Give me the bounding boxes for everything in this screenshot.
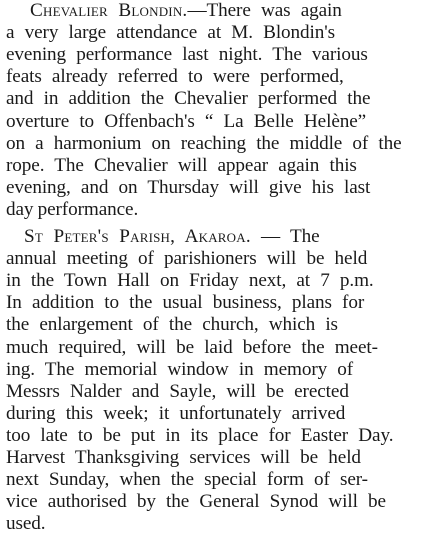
article-2-line-10: too late to be put in its place for Easter Day.: [6, 424, 394, 446]
article-2-line-1: [24, 226, 320, 248]
article-1-lead-text: —There was again: [187, 0, 342, 21]
article-2-line-3: in the Town Hall on Friday next, at 7 p.m.: [6, 270, 374, 292]
article-2-line-14: used.: [6, 513, 46, 535]
article-1-line-7: on a harmonium on reaching the middle of the: [6, 132, 402, 154]
article-2-line-7: ing. The memorial window in memory of: [6, 358, 354, 380]
article-2-line-2: annual meeting of parishioners will be held: [6, 248, 368, 270]
article-1-heading: Chevalier Blondin.: [30, 0, 188, 21]
article-1-line-1: [30, 0, 342, 22]
article-2-line-9: during this week; it unfortunately arrived: [6, 402, 346, 424]
article-2-lead-text: — The: [250, 226, 320, 247]
article-1-line-4: feats already referred to were performed,: [6, 66, 344, 88]
article-1-line-6: overture to Offenbach's “ La Belle Helène”: [6, 110, 367, 132]
article-2-line-5: the enlargement of the church, which is: [6, 314, 338, 336]
article-2-line-4: In addition to the usual business, plans for: [6, 292, 365, 314]
article-2-heading: St Peter's Parish, Akaroa.: [24, 226, 251, 247]
article-2-line-8: Messrs Nalder and Sayle, will be erected: [6, 380, 349, 402]
article-2-line-13: vice authorised by the General Synod will be: [6, 491, 386, 513]
article-1-line-5: and in addition the Chevalier performed the: [6, 88, 371, 110]
article-1-line-8: rope. The Chevalier will appear again this: [6, 154, 357, 176]
article-2-line-12: next Sunday, when the special form of ser-: [6, 469, 368, 491]
article-1-line-10: day performance.: [6, 198, 139, 220]
article-1-line-2: a very large attendance at M. Blondin's: [6, 22, 335, 44]
article-2-line-6: much required, will be laid before the meet-: [6, 336, 378, 358]
article-1-line-9: evening, and on Thursday will give his last: [6, 176, 371, 198]
article-1-line-3: evening performance last night. The various: [6, 44, 368, 66]
article-2-line-11: Harvest Thanksgiving services will be held: [6, 447, 361, 468]
